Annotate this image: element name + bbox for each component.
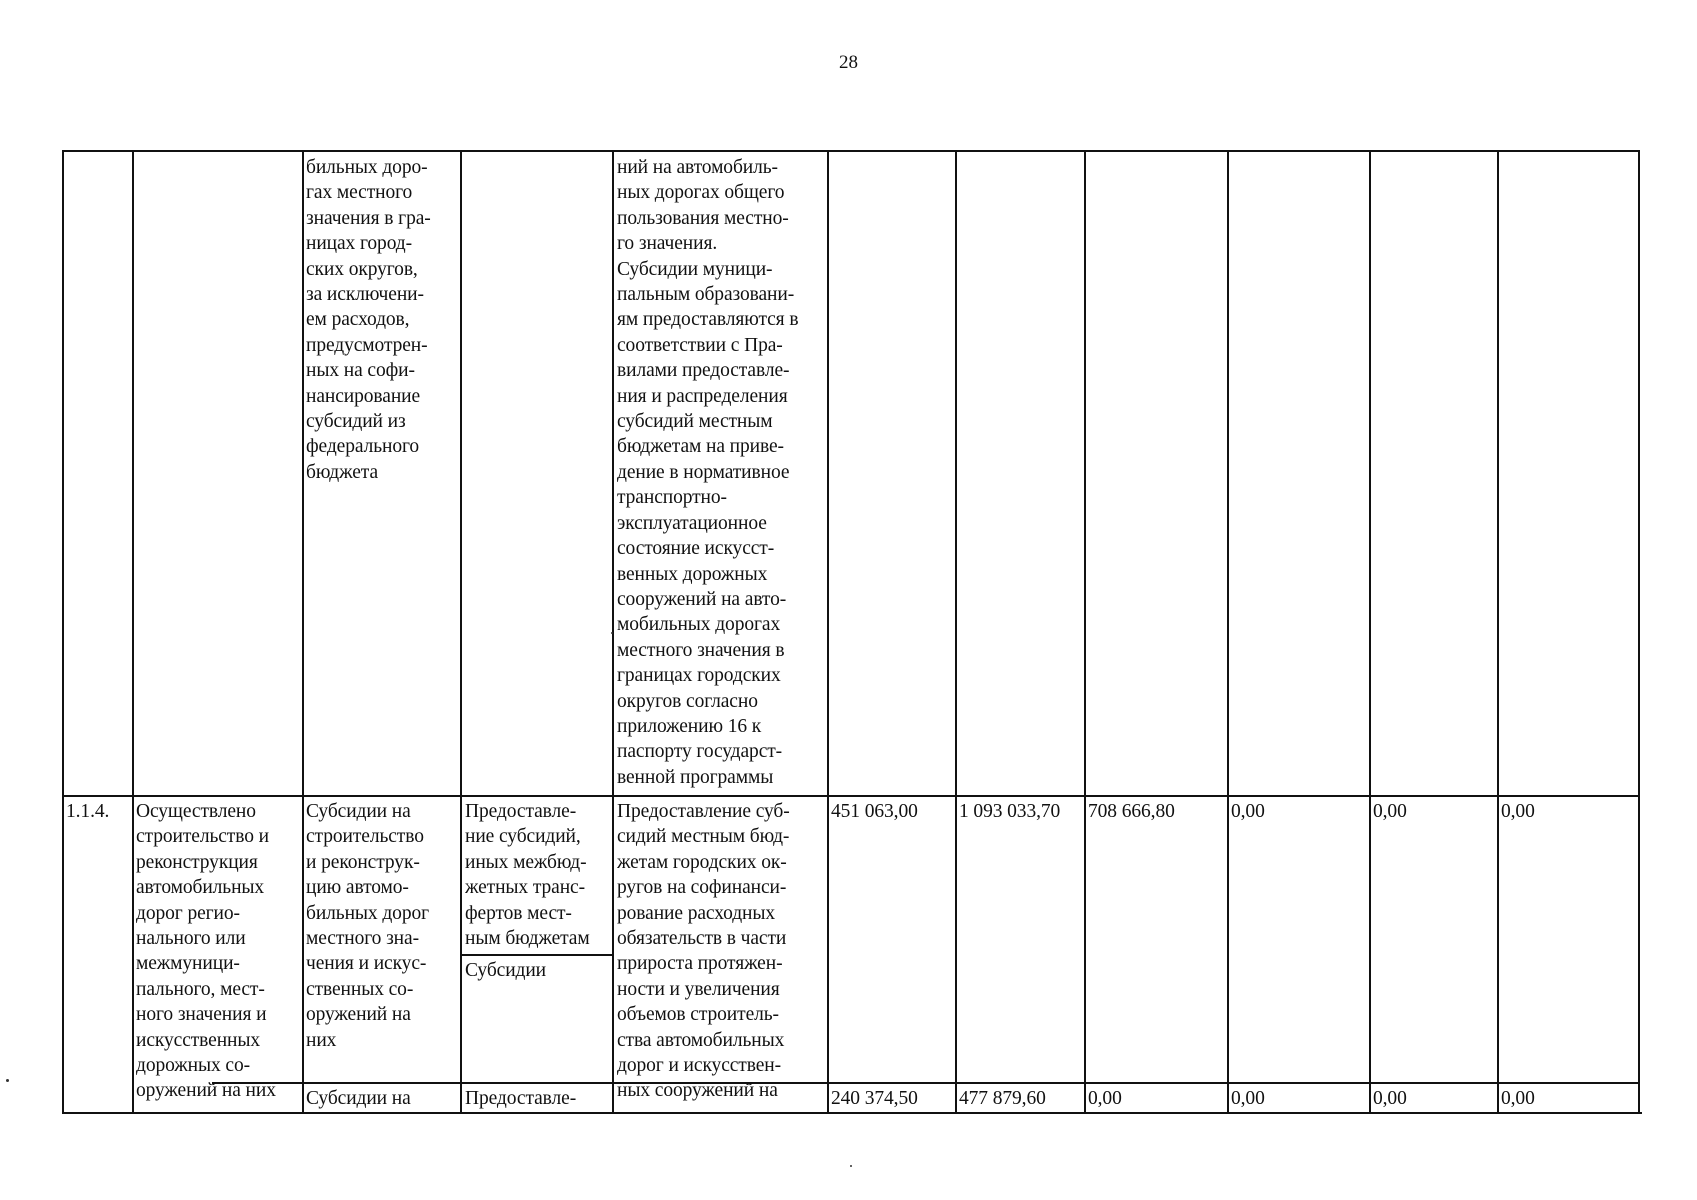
amount-cell-2: 0,00 [1088, 1088, 1122, 1109]
amount-cell-2: 0,00 [1231, 1088, 1265, 1109]
amount-cell-2: 477 879,60 [959, 1088, 1046, 1109]
amount-cell: 0,00 [1231, 801, 1265, 822]
transfer-type: Предоставле- ние субсидий, иных межбюд- жетных транс- фертов мест- ным бюджетам [465, 801, 590, 950]
scan-speck [6, 1079, 9, 1082]
continued-description: ний на автомобиль- ных дорогах общего пользования местно- го значения. Субсидии муници- пальным образовани- ям предоставляются в соответствии с Пра- вилами предоставле- ния и распределения субсидий местным бюджетам на приве- дение в нормативное транспортно- эксплуатационное состояние искусст- венных дорожных сооружений на авто- мобильных дорогах местного значения в границах городских округов согласно приложению 16 к паспорту государст- венной программы [617, 157, 799, 788]
column-divider [1497, 150, 1499, 1114]
table-border-bottom [62, 1112, 1642, 1114]
column-divider [955, 150, 957, 1114]
measure-description: Предоставление суб- сидий местным бюд- жетам городских ок- ругов на софинанси- рование расходных обязательств в части прироста протяжен- ности и увеличения объемов строитель- ства автомобильных дорог и искусствен- ных сооружений на [617, 801, 790, 1102]
continued-subsidy-name: бильных доро- гах местного значения в гра- ницах город- ских округов, за исключени- ем расходов, предусмотрен- ных на софи- нансирование субсидий из федерального бюджета [306, 157, 431, 483]
column-divider [460, 150, 462, 1114]
row-separator [62, 795, 1640, 797]
table-border-right [1638, 150, 1640, 1114]
table-border-top [62, 150, 1640, 152]
subsidy-name-2: Субсидии на [306, 1088, 411, 1109]
transfer-type-2: Предоставле- [465, 1088, 577, 1109]
row-number: 1.1.4. [66, 801, 110, 822]
subsidy-type-separator [462, 954, 612, 956]
column-divider [1227, 150, 1229, 1114]
scan-speck [850, 1165, 852, 1167]
amount-cell-2: 240 374,50 [831, 1088, 918, 1109]
budget-table [62, 150, 1642, 1114]
column-divider [1369, 150, 1371, 1114]
amount-cell: 0,00 [1501, 801, 1535, 822]
subsidy-name: Субсидии на строительство и реконструк- цию автомо- бильных дорог местного зна- чения и искус- ственных со- оружений на них [306, 801, 430, 1051]
amount-cell: 451 063,00 [831, 801, 918, 822]
scan-speck [611, 632, 613, 634]
amount-cell-2: 0,00 [1373, 1088, 1407, 1109]
column-divider [62, 150, 64, 1114]
amount-cell-2: 0,00 [1501, 1088, 1535, 1109]
amount-cell: 0,00 [1373, 801, 1407, 822]
page-number: 28 [839, 52, 858, 73]
column-divider [132, 150, 134, 1114]
transfer-subtype: Субсидии [465, 960, 547, 981]
subrow-separator [212, 1082, 1640, 1084]
column-divider [1084, 150, 1086, 1114]
amount-cell: 1 093 033,70 [959, 801, 1061, 822]
result-text: Осуществлено строительство и реконструкция автомобильных дорог регио- нального или межмуници- пального, мест- ного значения и искусственных дорожных со- оружений на них [136, 801, 276, 1102]
amount-cell: 708 666,80 [1088, 801, 1175, 822]
